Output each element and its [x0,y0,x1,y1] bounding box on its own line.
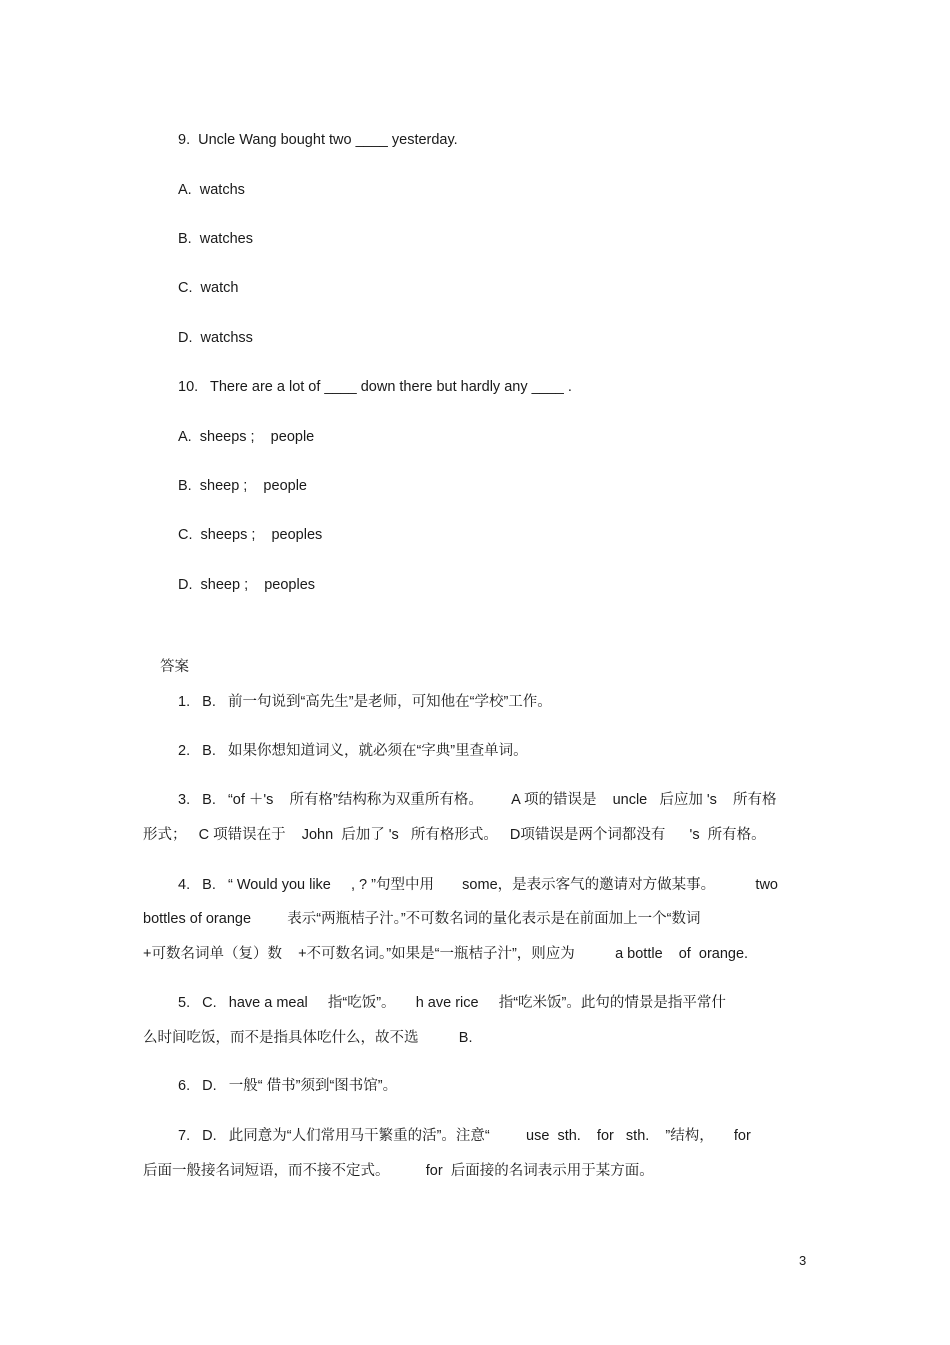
answer-5-line-1: 5. C. have a meal 指“吃饭”。 h ave rice 指“吃米饭”。此句的情景是指平常什 [178,995,726,1011]
answer-1: 1. B. 前一句说到“高先生”是老师，可知他在“学校”工作。 [178,694,552,710]
answer-4-line-3: +可数名词单（复）数 +不可数名词。”如果是“一瓶桔子汁”，则应为 a bottle of orange. [143,946,749,962]
question-9-option-b: B. watches [178,231,253,247]
question-10-option-c: C. sheeps ; peoples [178,527,323,543]
question-9-stem: 9. Uncle Wang bought two ____ yesterday. [178,132,458,148]
question-10-stem: 10. There are a lot of ____ down there but hardly any ____ . [178,379,572,395]
answer-7-line-1: 7. D. 此同意为“人们常用马干繁重的活”。注意“ use sth. for sth. ”结构， for [178,1128,751,1144]
answer-3-line-1: 3. B. “of ＋'s 所有格”结构称为双重所有格。 A 项的错误是 uncle 后应加 's 所有格 [178,792,777,808]
question-9-option-a: A. watchs [178,182,245,198]
answer-2: 2. B. 如果你想知道词义，就必须在“字典”里查单词。 [178,743,528,759]
answer-5-line-2: 么时间吃饭，而不是指具体吃什么，故不选 B. [143,1030,473,1046]
question-10-option-b: B. sheep ; people [178,478,307,494]
answer-7-line-2: 后面一般接名词短语，而不接不定式。 for 后面接的名词表示用于某方面。 [143,1163,654,1179]
answer-6: 6. D. 一般“ 借书”须到“图书馆”。 [178,1078,398,1094]
answer-4-line-1: 4. B. “ Would you like , ? ”句型中用 some，是表示客气的邀请对方做某事。 two [178,877,778,893]
question-9-option-c: C. watch [178,280,239,296]
answer-4-line-2: bottles of orange 表示“两瓶桔子汁。”不可数名词的量化表示是在前面加上一个“数词 [143,911,701,927]
question-10-option-a: A. sheeps ; people [178,429,315,445]
answers-heading: 答案 [160,659,189,675]
question-9-option-d: D. watchss [178,330,253,346]
question-10-option-d: D. sheep ; peoples [178,577,316,593]
answer-3-line-2: 形式； C 项错误在于 John 后加了 's 所有格形式。 D项错误是两个词都没有 's 所有格。 [143,827,766,843]
page-number: 3 [799,1253,807,1268]
